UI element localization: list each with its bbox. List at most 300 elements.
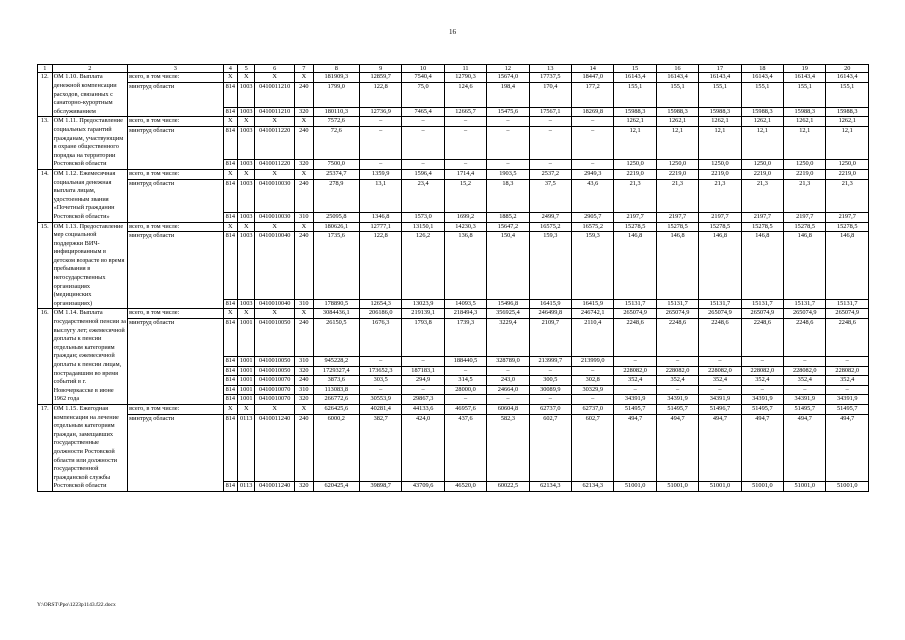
- value-cell: 0410011210: [255, 83, 295, 108]
- value-cell: 1699,2: [444, 212, 486, 222]
- row-number-cell: 12.: [38, 73, 53, 117]
- value-cell: 15,2: [444, 179, 486, 212]
- value-cell: 494,7: [614, 414, 656, 482]
- value-cell: 814: [223, 299, 238, 309]
- value-cell: X: [255, 73, 295, 83]
- value-cell: 2197,7: [699, 212, 741, 222]
- value-cell: 24664,0: [487, 385, 529, 395]
- value-cell: 0410011240: [255, 482, 295, 492]
- value-cell: 494,7: [699, 414, 741, 482]
- value-cell: –: [487, 117, 529, 127]
- value-cell: 37,5: [529, 179, 571, 212]
- value-cell: 51495,7: [826, 404, 869, 414]
- value-cell: 1262,1: [784, 117, 826, 127]
- value-cell: –: [572, 117, 614, 127]
- value-cell: 34391,9: [614, 395, 656, 405]
- value-cell: 2197,7: [826, 212, 869, 222]
- value-cell: 356925,4: [487, 309, 529, 319]
- value-cell: 1735,6: [313, 232, 359, 300]
- value-cell: –: [402, 126, 444, 159]
- value-cell: –: [741, 385, 783, 395]
- value-cell: 62737,0: [529, 404, 571, 414]
- value-cell: 0410010070: [255, 376, 295, 386]
- column-number-cell: 13: [529, 65, 571, 73]
- value-cell: 602,7: [529, 414, 571, 482]
- value-cell: 0410010050: [255, 319, 295, 357]
- value-cell: 15988,3: [826, 107, 869, 117]
- value-cell: 1596,4: [402, 169, 444, 179]
- value-cell: 7465,4: [402, 107, 444, 117]
- value-cell: 0410010040: [255, 299, 295, 309]
- executor-cell: минтруд области: [128, 83, 223, 117]
- value-cell: 30329,9: [572, 385, 614, 395]
- value-cell: 15131,7: [784, 299, 826, 309]
- table-row: [38, 414, 869, 482]
- value-cell: X: [255, 309, 295, 319]
- value-cell: 15278,5: [826, 222, 869, 232]
- value-cell: 187183,1: [402, 366, 444, 376]
- value-cell: X: [295, 222, 314, 232]
- value-cell: 320: [295, 107, 314, 117]
- value-cell: 14093,5: [444, 299, 486, 309]
- value-cell: 240: [295, 376, 314, 386]
- value-cell: 213999,7: [529, 357, 571, 367]
- column-number-cell: 19: [784, 65, 826, 73]
- value-cell: 2109,7: [529, 319, 571, 357]
- value-cell: 0113: [238, 482, 255, 492]
- value-cell: 352,4: [826, 376, 869, 386]
- value-cell: 25374,7: [313, 169, 359, 179]
- value-cell: 7572,6: [313, 117, 359, 127]
- value-cell: –: [572, 160, 614, 170]
- value-cell: 228082,0: [699, 366, 741, 376]
- value-cell: 16415,9: [529, 299, 571, 309]
- measure-name-cell: ОМ 1.11. Предоставление социальных гарантий гражданам, участвующим в охране общественного порядка на территории Ростовской области: [52, 117, 128, 170]
- value-cell: 310: [295, 299, 314, 309]
- value-cell: 29867,3: [402, 395, 444, 405]
- table-row: [38, 83, 869, 108]
- table-row-total: [38, 222, 869, 232]
- value-cell: 814: [223, 212, 238, 222]
- value-cell: 170,4: [529, 83, 571, 108]
- value-cell: 15988,3: [614, 107, 656, 117]
- value-cell: 0410010030: [255, 212, 295, 222]
- value-cell: 243,0: [487, 376, 529, 386]
- table-row: [38, 232, 869, 300]
- value-cell: 15131,7: [741, 299, 783, 309]
- row-number-cell: 15.: [38, 222, 53, 309]
- value-cell: 206186,0: [360, 309, 402, 319]
- value-cell: 3084436,1: [313, 309, 359, 319]
- value-cell: 0410011210: [255, 107, 295, 117]
- value-cell: –: [826, 385, 869, 395]
- value-cell: 814: [223, 385, 238, 395]
- column-number-cell: 12: [487, 65, 529, 73]
- value-cell: 352,4: [784, 376, 826, 386]
- value-cell: 122,8: [360, 232, 402, 300]
- value-cell: 124,6: [444, 83, 486, 108]
- column-number-cell: 14: [572, 65, 614, 73]
- value-cell: 328789,0: [487, 357, 529, 367]
- value-cell: 2537,2: [529, 169, 571, 179]
- value-cell: 1001: [238, 357, 255, 367]
- value-cell: –: [614, 385, 656, 395]
- value-cell: X: [223, 73, 238, 83]
- value-cell: 0410011220: [255, 160, 295, 170]
- value-cell: 21,3: [656, 179, 698, 212]
- value-cell: 1714,4: [444, 169, 486, 179]
- value-cell: X: [238, 309, 255, 319]
- column-number-cell: 10: [402, 65, 444, 73]
- page-number: 16: [449, 28, 456, 36]
- value-cell: 44133,6: [402, 404, 444, 414]
- value-cell: 30553,9: [360, 395, 402, 405]
- value-cell: –: [529, 395, 571, 405]
- value-cell: 2248,6: [784, 319, 826, 357]
- value-cell: 1729327,4: [313, 366, 359, 376]
- value-cell: 21,3: [699, 179, 741, 212]
- value-cell: 240: [295, 232, 314, 300]
- value-cell: 15988,3: [656, 107, 698, 117]
- value-cell: 814: [223, 366, 238, 376]
- total-label-cell: всего, в том числе:: [128, 222, 223, 232]
- value-cell: 1001: [238, 385, 255, 395]
- value-cell: 1003: [238, 179, 255, 212]
- value-cell: 302,8: [572, 376, 614, 386]
- value-cell: 16575,2: [529, 222, 571, 232]
- value-cell: 62134,3: [529, 482, 571, 492]
- value-cell: 814: [223, 357, 238, 367]
- value-cell: 146,8: [784, 232, 826, 300]
- value-cell: 1676,3: [360, 319, 402, 357]
- value-cell: 17567,1: [529, 107, 571, 117]
- value-cell: 228082,0: [741, 366, 783, 376]
- value-cell: X: [295, 117, 314, 127]
- value-cell: 2197,7: [741, 212, 783, 222]
- value-cell: 1885,2: [487, 212, 529, 222]
- value-cell: 1003: [238, 160, 255, 170]
- value-cell: 814: [223, 376, 238, 386]
- value-cell: 12654,3: [360, 299, 402, 309]
- value-cell: 34391,9: [741, 395, 783, 405]
- value-cell: 945228,2: [313, 357, 359, 367]
- column-number-cell: 20: [826, 65, 869, 73]
- value-cell: 620425,4: [313, 482, 359, 492]
- value-cell: 146,8: [826, 232, 869, 300]
- value-cell: –: [699, 385, 741, 395]
- value-cell: 12790,3: [444, 73, 486, 83]
- value-cell: –: [529, 366, 571, 376]
- value-cell: 155,1: [784, 83, 826, 108]
- value-cell: 246499,8: [529, 309, 571, 319]
- value-cell: 6000,2: [313, 414, 359, 482]
- value-cell: X: [223, 117, 238, 127]
- value-cell: 0410011220: [255, 126, 295, 159]
- value-cell: 814: [223, 126, 238, 159]
- value-cell: 0113: [238, 414, 255, 482]
- value-cell: 1250,0: [826, 160, 869, 170]
- value-cell: –: [699, 357, 741, 367]
- value-cell: X: [255, 222, 295, 232]
- value-cell: 1001: [238, 395, 255, 405]
- value-cell: –: [402, 160, 444, 170]
- value-cell: –: [402, 117, 444, 127]
- value-cell: 60022,5: [487, 482, 529, 492]
- value-cell: X: [223, 169, 238, 179]
- column-number-cell: 6: [255, 65, 295, 73]
- value-cell: 3873,6: [313, 376, 359, 386]
- column-number-cell: 9: [360, 65, 402, 73]
- value-cell: 2219,0: [699, 169, 741, 179]
- value-cell: 14230,3: [444, 222, 486, 232]
- value-cell: 2905,7: [572, 212, 614, 222]
- value-cell: 437,6: [444, 414, 486, 482]
- value-cell: 51495,7: [656, 404, 698, 414]
- value-cell: 0410011240: [255, 414, 295, 482]
- value-cell: –: [402, 357, 444, 367]
- value-cell: 34391,9: [699, 395, 741, 405]
- value-cell: 219139,1: [402, 309, 444, 319]
- column-number-cell: 15: [614, 65, 656, 73]
- value-cell: 814: [223, 232, 238, 300]
- value-cell: –: [360, 126, 402, 159]
- value-cell: 1262,1: [699, 117, 741, 127]
- value-cell: 1262,1: [614, 117, 656, 127]
- value-cell: 155,1: [656, 83, 698, 108]
- value-cell: 494,7: [656, 414, 698, 482]
- value-cell: 1003: [238, 107, 255, 117]
- value-cell: 240: [295, 319, 314, 357]
- value-cell: 15278,5: [699, 222, 741, 232]
- value-cell: 228082,0: [656, 366, 698, 376]
- value-cell: 310: [295, 385, 314, 395]
- value-cell: –: [572, 366, 614, 376]
- value-cell: 15475,6: [487, 107, 529, 117]
- value-cell: –: [487, 366, 529, 376]
- value-cell: 265074,9: [699, 309, 741, 319]
- value-cell: 155,1: [741, 83, 783, 108]
- value-cell: X: [255, 117, 295, 127]
- value-cell: 34391,9: [784, 395, 826, 405]
- value-cell: 16143,4: [741, 73, 783, 83]
- value-cell: –: [360, 117, 402, 127]
- column-number-cell: 3: [128, 65, 223, 73]
- value-cell: 12,1: [656, 126, 698, 159]
- value-cell: 265074,9: [741, 309, 783, 319]
- value-cell: 16143,4: [614, 73, 656, 83]
- value-cell: 26150,5: [313, 319, 359, 357]
- value-cell: 213999,0: [572, 357, 614, 367]
- value-cell: 173652,3: [360, 366, 402, 376]
- value-cell: 178890,5: [313, 299, 359, 309]
- value-cell: –: [656, 357, 698, 367]
- value-cell: 51495,7: [784, 404, 826, 414]
- value-cell: 2248,6: [614, 319, 656, 357]
- value-cell: 146,8: [656, 232, 698, 300]
- column-number-cell: 4: [223, 65, 238, 73]
- executor-cell: минтруд области: [128, 179, 223, 222]
- value-cell: 352,4: [741, 376, 783, 386]
- row-number-cell: 17.: [38, 404, 53, 491]
- value-cell: 46957,6: [444, 404, 486, 414]
- measure-name-cell: ОМ 1.12. Ежемесячная социальная денежная выплата лицам, удостоенным звания «Почетный гражданин Ростовской области»: [52, 169, 128, 222]
- executor-cell: минтруд области: [128, 232, 223, 309]
- value-cell: 51001,0: [826, 482, 869, 492]
- value-cell: 1793,8: [402, 319, 444, 357]
- measure-name-cell: ОМ 1.15. Ежегодная компенсация на лечение отдельным категориям граждан, замещавших государственные должности Ростовской области или должности государственной гражданской службы Ростовской области: [52, 404, 128, 491]
- value-cell: 814: [223, 107, 238, 117]
- value-cell: 18,3: [487, 179, 529, 212]
- table-row: [38, 179, 869, 212]
- table-row: [38, 126, 869, 159]
- value-cell: 15647,2: [487, 222, 529, 232]
- value-cell: 1003: [238, 299, 255, 309]
- value-cell: 23,4: [402, 179, 444, 212]
- value-cell: 30089,9: [529, 385, 571, 395]
- column-number-cell: 8: [313, 65, 359, 73]
- value-cell: 266772,6: [313, 395, 359, 405]
- value-cell: 2219,0: [614, 169, 656, 179]
- value-cell: 16415,9: [572, 299, 614, 309]
- value-cell: 1250,0: [614, 160, 656, 170]
- value-cell: 51495,7: [741, 404, 783, 414]
- value-cell: 494,7: [741, 414, 783, 482]
- row-number-cell: 13.: [38, 117, 53, 170]
- value-cell: 1346,8: [360, 212, 402, 222]
- value-cell: 12777,1: [360, 222, 402, 232]
- value-cell: –: [444, 117, 486, 127]
- value-cell: 2219,0: [741, 169, 783, 179]
- value-cell: 180110,3: [313, 107, 359, 117]
- value-cell: 0410010070: [255, 385, 295, 395]
- value-cell: 1262,1: [741, 117, 783, 127]
- value-cell: 51495,7: [614, 404, 656, 414]
- value-cell: –: [784, 357, 826, 367]
- value-cell: 1003: [238, 126, 255, 159]
- executor-cell: минтруд области: [128, 414, 223, 491]
- value-cell: –: [826, 357, 869, 367]
- column-number-cell: 18: [741, 65, 783, 73]
- value-cell: 25095,8: [313, 212, 359, 222]
- value-cell: 218494,3: [444, 309, 486, 319]
- value-cell: 626425,6: [313, 404, 359, 414]
- value-cell: 15131,7: [656, 299, 698, 309]
- executor-cell: минтруд области: [128, 126, 223, 169]
- value-cell: 320: [295, 366, 314, 376]
- value-cell: 1799,0: [313, 83, 359, 108]
- value-cell: 15988,3: [784, 107, 826, 117]
- value-cell: –: [444, 160, 486, 170]
- value-cell: 46520,0: [444, 482, 486, 492]
- value-cell: 0410010040: [255, 232, 295, 300]
- value-cell: –: [529, 117, 571, 127]
- value-cell: 15674,0: [487, 73, 529, 83]
- value-cell: 51001,0: [699, 482, 741, 492]
- value-cell: 34391,9: [826, 395, 869, 405]
- value-cell: 15131,7: [699, 299, 741, 309]
- table-row: [38, 319, 869, 357]
- value-cell: 12665,7: [444, 107, 486, 117]
- value-cell: 28000,0: [444, 385, 486, 395]
- value-cell: 300,5: [529, 376, 571, 386]
- value-cell: –: [784, 385, 826, 395]
- value-cell: 1903,5: [487, 169, 529, 179]
- column-number-cell: 7: [295, 65, 314, 73]
- value-cell: –: [529, 126, 571, 159]
- value-cell: X: [238, 222, 255, 232]
- value-cell: 43709,6: [402, 482, 444, 492]
- value-cell: 122,8: [360, 83, 402, 108]
- value-cell: 15496,8: [487, 299, 529, 309]
- value-cell: 0410010050: [255, 357, 295, 367]
- value-cell: 1739,3: [444, 319, 486, 357]
- value-cell: 75,0: [402, 83, 444, 108]
- column-number-cell: 1: [38, 65, 53, 73]
- value-cell: 51001,0: [741, 482, 783, 492]
- value-cell: 2197,7: [784, 212, 826, 222]
- value-cell: 3229,4: [487, 319, 529, 357]
- value-cell: 51001,0: [784, 482, 826, 492]
- column-number-cell: 16: [656, 65, 698, 73]
- total-label-cell: всего, в том числе:: [128, 117, 223, 127]
- value-cell: 146,8: [741, 232, 783, 300]
- value-cell: 2219,0: [784, 169, 826, 179]
- value-cell: 12,1: [826, 126, 869, 159]
- value-cell: 814: [223, 179, 238, 212]
- value-cell: 40281,4: [360, 404, 402, 414]
- value-cell: 1003: [238, 212, 255, 222]
- value-cell: 60604,8: [487, 404, 529, 414]
- value-cell: 2248,6: [741, 319, 783, 357]
- budget-table: [37, 64, 869, 492]
- value-cell: –: [444, 395, 486, 405]
- value-cell: 51001,0: [656, 482, 698, 492]
- value-cell: –: [614, 357, 656, 367]
- value-cell: 13150,1: [402, 222, 444, 232]
- value-cell: 181909,3: [313, 73, 359, 83]
- value-cell: 246742,1: [572, 309, 614, 319]
- value-cell: 2499,7: [529, 212, 571, 222]
- value-cell: 21,3: [741, 179, 783, 212]
- value-cell: 0410010050: [255, 366, 295, 376]
- value-cell: 155,1: [826, 83, 869, 108]
- value-cell: 155,1: [699, 83, 741, 108]
- value-cell: 13023,9: [402, 299, 444, 309]
- value-cell: 159,3: [529, 232, 571, 300]
- value-cell: 13,1: [360, 179, 402, 212]
- value-cell: 12736,9: [360, 107, 402, 117]
- value-cell: 352,4: [656, 376, 698, 386]
- total-label-cell: всего, в том числе:: [128, 169, 223, 179]
- value-cell: 265074,9: [656, 309, 698, 319]
- value-cell: 15278,5: [741, 222, 783, 232]
- value-cell: X: [295, 73, 314, 83]
- value-cell: 15278,5: [656, 222, 698, 232]
- value-cell: 1359,9: [360, 169, 402, 179]
- value-cell: 16143,4: [699, 73, 741, 83]
- total-label-cell: всего, в том числе:: [128, 404, 223, 414]
- value-cell: 228082,0: [784, 366, 826, 376]
- value-cell: X: [223, 309, 238, 319]
- value-cell: 240: [295, 179, 314, 212]
- measure-name-cell: ОМ 1.14. Выплата государственной пенсии за выслугу лет; ежемесячной доплаты к пенсии отдельным категориям граждан; ежемесячной доплаты к пенсии лицам, пострадавшим во время событий в г. Новочеркасске в июне 1962 года: [52, 309, 128, 405]
- value-cell: 2219,0: [656, 169, 698, 179]
- value-cell: 21,3: [614, 179, 656, 212]
- value-cell: 198,4: [487, 83, 529, 108]
- value-cell: 1001: [238, 319, 255, 357]
- value-cell: 265074,9: [826, 309, 869, 319]
- value-cell: –: [487, 395, 529, 405]
